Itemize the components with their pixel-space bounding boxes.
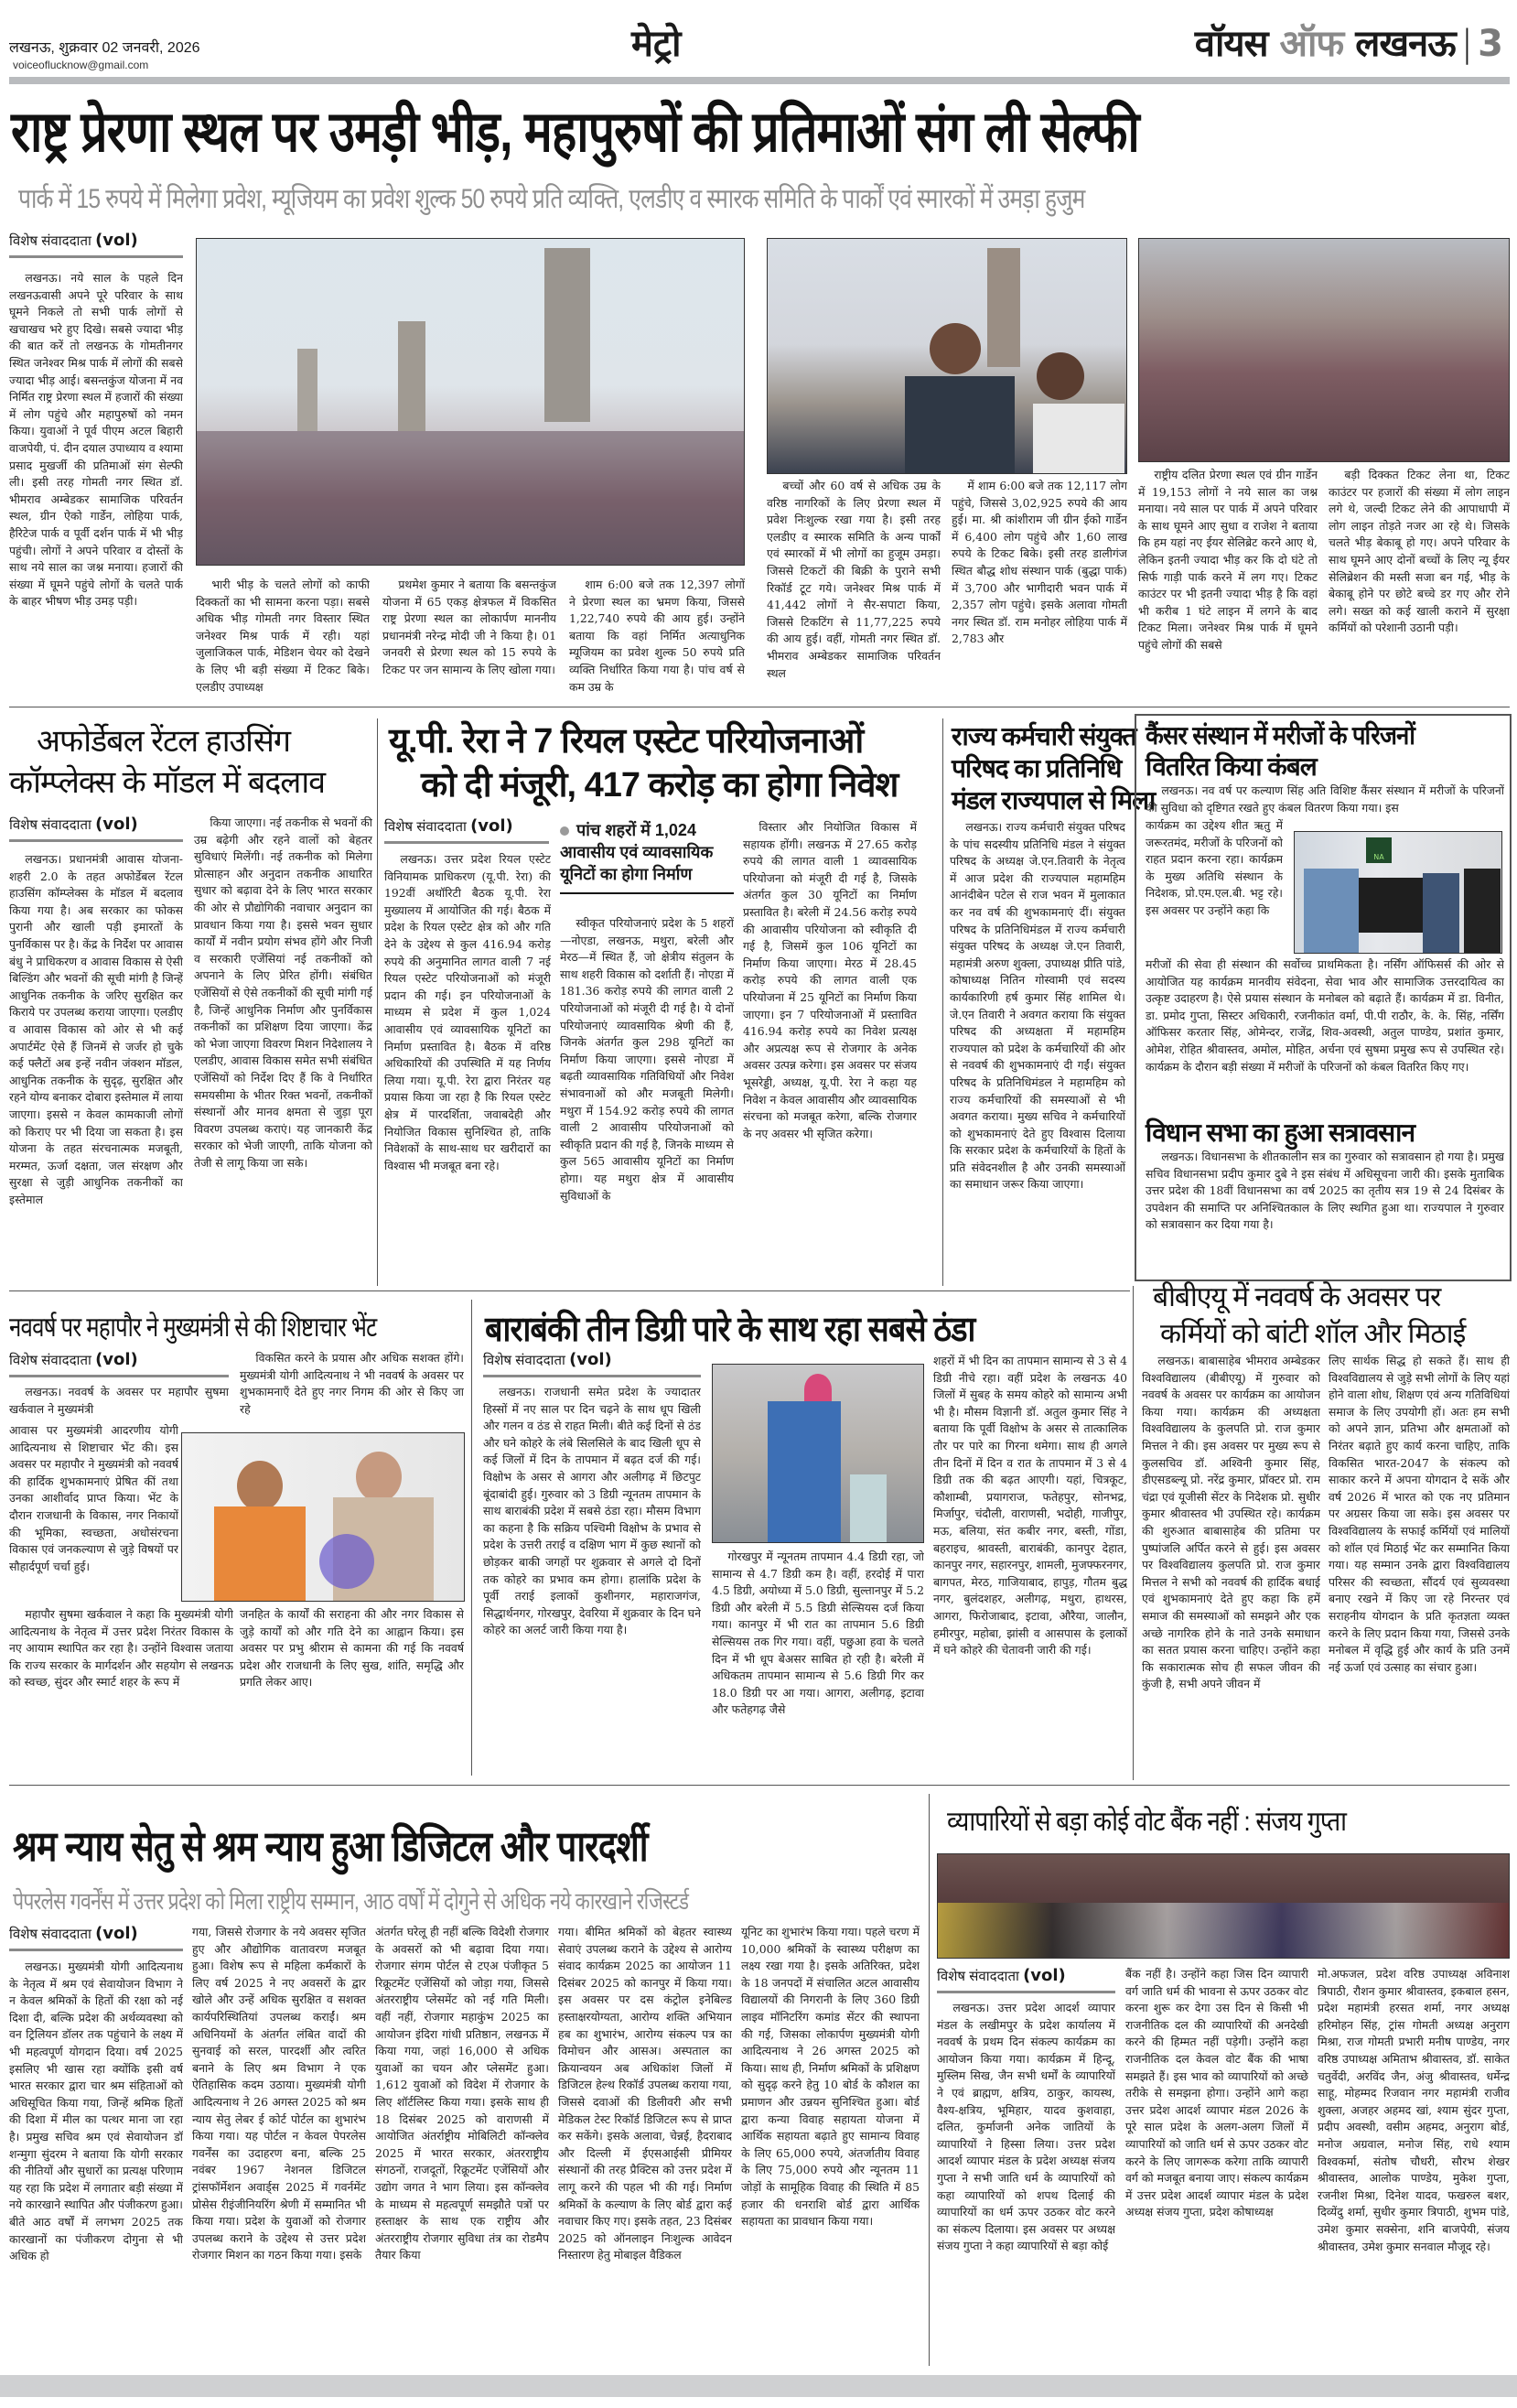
crowd-shape — [197, 431, 745, 566]
rera-highlight — [560, 819, 734, 894]
crowd-shape — [938, 1903, 1510, 1958]
paragraph: बच्चों और 60 वर्ष से अधिक उम्र के वरिष्ठ नागरिकों के लिए प्रेरणा स्थल में प्रवेश निःशुल्क रखा गया है। इसी तरह एलडीए व स्मारक समिति के अन्य पार्कों एवं स्मारकों में भी लोगों का हुजूम उमड़ा। जिससे टिकटों की बिक्री के पुराने सभी रिकॉर्ड टूट गये। जनेश्वर मिश्र पार्क में 41,442 लोगों ने सैर-सपाटा किया, जिससे टिकटिंग से 11,77,225 रुपये की आय हुई। वहीं, गोमती नगर स्थित डॉ. भीमराव अम्बेडकर सामाजिक परिवर्तन स्थल — [767, 479, 941, 680]
rera-column-1 — [384, 851, 551, 1281]
lead-column-4 — [569, 577, 745, 700]
rental-headline-line-1[interactable]: अफोर्डेबल रेंटल हाउसिंग — [37, 724, 291, 759]
rental-column-1 — [9, 851, 183, 1281]
employees-body — [950, 819, 1125, 1281]
cold-headline[interactable]: बाराबंकी तीन डिग्री पारे के साथ रहा सबसे ठंडा — [485, 1311, 975, 1349]
rental-headline-line-2[interactable]: कॉम्प्लेक्स के मॉडल में बदलाव — [9, 765, 326, 800]
mayor-column-1-side — [9, 1422, 178, 1592]
paragraph: शहरों में भी दिन का तापमान सामान्य से 3 से 4 डिग्री नीचे रहा। वहीं प्रदेश के लखनऊ 40 जिलों में सुबह के समय कोहरे को सामान्य अभी भी है। मौसम विज्ञानी डॉ. अतुल कुमार सिंह ने बताया कि पूर्वी विक्षोभ के असर से तात्कालिक तौर पर पारे का गिरना थमेगा। साथ ही अगले तीन दिनों में दिन व रात के तापमान में 3 से 4 डिग्री तक की बढ़त आएगी। यहां, चित्रकूट, कौशाम्बी, प्रयागराज, फतेहपुर, सोनभद्र, मिर्जापुर, चंदौली, वाराणसी, भदोही, गाजीपुर, मऊ, बलिया, संत कबीर नगर, बस्ती, गोंडा, बहराइच, श्रावस्ती, बाराबंकी, कानपुर देहात, कानपुर नगर, सहारनपुर, शामली, मुजफ्फरनगर, बागपत, मेरठ, गाजियाबाद, हापुड़, गौतम बुद्ध नगर, बुलंदशहर, अलीगढ़, मथुरा, हाथरस, आगरा, फिरोजाबाद, इटावा, औरैया, जालौन, हमीरपुर, महोबा, झांसी व आसपास के इलाकों में घने कोहरे की चेतावनी जारी की गई। — [933, 1354, 1127, 1658]
paragraph: प्रथमेश कुमार ने बताया कि बसन्तकुंज योजना में 65 एकड़ क्षेत्रफल में विकसित राष्ट्र प्रेरणा स्थल का लोकार्पण माननीय प्रधानमंत्री नरेन्द्र मोदी जी ने किया है। 01 जनवरी से प्रेरणा स्थल को 15 रुपये के टिकट पर जन सामान्य के लिए खोला गया। — [382, 578, 556, 676]
bbau-column-1 — [1142, 1353, 1320, 1776]
section-divider — [9, 1290, 1130, 1291]
bullet-icon — [560, 826, 569, 836]
labour-column-3 — [375, 1924, 549, 2366]
column-divider — [929, 1794, 930, 2366]
byline-tag: (vol) — [95, 1924, 138, 1943]
rental-byline — [9, 815, 183, 842]
masthead — [9, 0, 1510, 82]
paragraph: बैंक नहीं है। उन्होंने कहा जिस दिन व्यापारी वर्ग जाति धर्म की भावना से ऊपर उठकर वोट करना शुरू कर देगा उस दिन से किसी भी राजनीतिक दल की व्यापारियों की अनदेखी करने की हिम्मत नहीं पड़ेगी। उन्होंने कहा राजनीतिक दल केवल वोट बैंक की भाषा समझते हैं। इस भाव को व्यापारियों को अच्छे तरीके से समझना होगा। उन्होंने आगे कहा उत्तर प्रदेश आदर्श व्यापार मंडल 2026 के पूरे साल प्रदेश के अलग-अलग जिलों में व्यापारियों को जाति धर्म से ऊपर उठकर वोट करने के लिए जागरूक करेगा ताकि व्यापारी वर्ग को मजबूत बनाया जाए। संकल्प कार्यक्रम में उत्तर प्रदेश आदर्श व्यापार मंडल के प्रदेश अध्यक्ष संजय गुप्ता, प्रदेश कोषाध्यक्ष — [1125, 1967, 1308, 2219]
mayor-column-2-top — [240, 1350, 464, 1423]
employees-headline-line-1[interactable]: राज्य कर्मचारी संयुक्त — [952, 722, 1136, 750]
cancer-body-side — [1146, 817, 1283, 955]
byline-tag: (vol) — [95, 1350, 138, 1369]
person-body — [905, 376, 1015, 474]
photo-selfie — [767, 238, 1127, 474]
rera-column-3 — [743, 819, 917, 1281]
cancer-headline-line-2[interactable]: वितरित किया कंबल — [1146, 752, 1317, 781]
traders-headline[interactable]: व्यापारियों से बड़ा कोई वोट बैंक नहीं : संजय गुप्ता — [947, 1807, 1347, 1837]
statue-shape — [987, 248, 1020, 367]
statue-shape — [297, 349, 317, 431]
paragraph: आवास पर मुख्यमंत्री आदरणीय योगी आदित्यनाथ से शिष्टाचार भेंट की। इस अवसर पर महापौर ने मुख्यमंत्री को नववर्ष की हार्दिक शुभकामनाएं प्रेषित कीं तथा उनका आशीर्वाद प्राप्त किया। भेंट के दौरान राजधानी के विकास, नगर निकायों की भूमिका, स्वच्छता, अधोसंरचना विकास एवं जनकल्याण से जुड़े विषयों पर सौहार्दपूर्ण चर्चा हुई। — [9, 1423, 178, 1573]
photo-cold-family — [712, 1364, 924, 1543]
paragraph: लखनऊ। प्रधानमंत्री आवास योजना-शहरी 2.0 के तहत अफोर्डेबल रेंटल हाउसिंग कॉम्प्लेक्स के मॉडल में बदलाव किया गया है। अब सरकार का फोकस पुरानी और खाली पड़ी इमारतों के पुनर्विकास पर है। केंद्र के निर्देश पर आवास बंधु ने प्राधिकरण व आवास विकास से ऐसी बिल्डिंग और भवनों की सूची मांगी है जिन्हें आधुनिक तकनीक के जरिए सुरक्षित कर किराये पर उपलब्ध कराया जाएगा। एलडीए व आवास विकास को ओर से भी कई अपार्टमेंट ऐसे हैं जिनमें से जर्जर हो चुके कई फ्लैटों अब इन्हें नवीन जंक्शन मॉडल, आधुनिक तकनीक के सुदृढ़, सुरक्षित और रहने योग्य बनाकर दोबारा इस्तेमाल में लाया जाएगा। इससे न केवल कामकाजी लोगों को किराए पर भी दिया जा सकता है। इस योजना के तहत संरचनात्मक मजबूती, मरम्मत, ऊर्जा दक्षता, जल संरक्षण और सुरक्षा से जुड़ी आधुनिक तकनीकों का इस्तेमाल — [9, 852, 183, 1206]
paragraph: मरीजों की सेवा ही संस्थान की सर्वोच्च प्राथमिकता है। नर्सिंग ऑफिसर्स की ओर से आयोजित यह कार्यक्रम मानवीय संवेदना, सेवा भाव और सामाजिक उत्तरदायित्व का उत्कृष्ट उदाहरण है। ऐसे प्रयास संस्थान के मनोबल को बढ़ाते हैं। कार्यक्रम में डा. विनीत, डा. प्रमोद गुप्ता, सिस्टर अधिकारी, रजनीकांत वर्मा, पी.पी राठौर, के. के. सिंह, नर्सिंग ऑफिसर करतार सिंह, ओमेन्दर, राजेंद्र, शिव-अवस्थी, अतुल पाण्डेय, प्रशांत कुमार, ओमेश, रोहित श्रीवास्तव, अमोल, मोहित, अर्चना एवं सुषमा प्रमुख रूप से उपस्थित रहे। कार्यक्रम के दौरान बड़ी संख्या में मरीजों के परिजनों को कंबल वितरित किए गए। — [1146, 957, 1504, 1074]
paragraph: बड़ी दिक्कत टिकट लेना था, टिकट काउंटर पर हजारों की संख्या में लोग लाइन लगे थे, जल्दी टिकट लेने की आपाधापी में लोग लाइन तोड़ते नजर आ रहे थे। जिसके चलते भीड़ बेकाबू हो गए। अपने परिवार के साथ घूमने आए दोनों बच्चों के लिए न्यू ईयर सेलिब्रेशन की मस्ती सजा बन गई, भीड़ के बेकाबू होने पर छोटे बच्चे डर गए और रोने लगे। सख्त को कई खाली कराने में सुरक्षा कर्मियों को परेशानी उठानी पड़ी। — [1329, 468, 1510, 635]
section-title: मेट्रो — [631, 24, 682, 64]
na-logo-icon: NA — [1366, 837, 1392, 863]
logo-divider: | — [1460, 23, 1473, 65]
lead-headline[interactable]: राष्ट्र प्रेरणा स्थल पर उमड़ी भीड़, महापुरुषों की प्रतिमाओं संग ली सेल्फी — [11, 101, 1139, 164]
blanket-stack — [1359, 878, 1423, 933]
paragraph: किया जाएगा। नई तकनीक से भवनों की उम्र बढ़ेगी और रहने वालों को बेहतर सुविधाएं मिलेंगी। नई तकनीक को मिलेगा प्रोत्साहन और अनुदान तकनीक आधारित सुधार को बढ़ावा देने के लिए भारत सरकार की ओर से प्रौद्योगिकी नवाचार अनुदान का प्रावधान किया गया है। इससे भवन सुधार कार्यों में नवीन प्रयोग संभव होंगे और निजी व सरकारी एजेंसियां नई तकनीकों को अपनाने के लिए प्रेरित होंगी। संबंधित एजेंसियों से ऐसे तकनीकों की सूची मांगी गई है, जिन्हें आधुनिक निर्माण और पुनर्विकास तकनीकों का प्रशिक्षण दिया जाएगा। केंद्र को भेजा जाएगा विवरण मिशन निदेशालय ने एलडीए, आवास विकास समेत सभी संबंधित एजेंसियों को निर्देश दिए हैं कि वे निर्धारित समयसीमा के भीतर रिक्त भवनों, तकनीकों संस्थानों और मानव क्षमता से जुड़ा पूरा विवरण उपलब्ध कराएं। यह जानकारी केंद्र सरकार को भेजी जाएगी, ताकि योजना को तेजी से लागू किया जा सके। — [194, 815, 372, 1170]
cold-column-2 — [712, 1549, 924, 1776]
bbau-headline-line-1[interactable]: बीबीएयू में नववर्ष के अवसर पर — [1153, 1282, 1441, 1312]
column-divider — [942, 718, 943, 1286]
photo-selfie-illustration — [768, 239, 1127, 474]
traders-byline — [937, 1966, 1115, 1993]
byline-text: विशेष संवाददाता — [9, 817, 91, 833]
column-divider — [1133, 1286, 1134, 1780]
rera-headline-line-2[interactable]: को दी मंजूरी, 417 करोड़ का होगा निवेश — [421, 766, 898, 804]
paragraph: लखनऊ। मुख्यमंत्री योगी आदित्यनाथ के नेतृत्व में श्रम एवं सेवायोजन विभाग ने न केवल श्रमिकों के हितों की रक्षा को नई दिशा दी, बल्कि प्रदेश की अर्थव्यवस्था को वन ट्रिलियन डॉलर तक पहुंचाने के लक्ष्य में भी महत्वपूर्ण योगदान दिया। वर्ष 2025 इसलिए भी खास रहा क्योंकि इसी वर्ष भारत सरकार द्वारा चार श्रम संहिताओं को अधिसूचित किया गया, जिन्हें श्रमिक हितों की दिशा में मील का पत्थर माना जा रहा है। प्रमुख सचिव श्रम एवं सेवायोजन डॉ शन्मुगा सुंदरम ने बताया कि योगी सरकार की नीतियों और सुधारों का प्रत्यक्ष परिणाम यह रहा कि प्रदेश में लगातार बड़ी संख्या में नये कारखाने स्थापित और पंजीकरण हुआ। बीते आठ वर्षों में लगभग 2025 तक कारखानों का पंजीकरण दोगुना से भी अधिक हो — [9, 1960, 183, 2263]
paragraph: कार्यक्रम का उद्देश्य शीत ऋतु में जरूरतमंद, मरीजों के परिजनों को राहत प्रदान करना रहा। कार्यक्रम के मुख्य अतिथि संस्थान के निदेशक, प्रो.एम.एल.बी. भट्ट रहे। इस अवसर पर उन्होंने कहा कि — [1146, 818, 1283, 917]
statue-shape — [544, 248, 590, 422]
labour-column-2 — [192, 1924, 366, 2366]
paragraph: विकसित करने के प्रयास और अधिक सशक्त होंगे। मुख्यमंत्री योगी आदित्यनाथ ने भी नववर्ष के अवसर पर शुभकामनाएँ देते हुए नगर निगम की ओर से किए जा रहे — [240, 1351, 464, 1416]
contact-email[interactable]: voiceoflucknow@gmail.com — [13, 59, 149, 71]
child-shape — [850, 1474, 887, 1543]
byline-text: विशेष संवाददाता — [9, 1353, 91, 1368]
paragraph: गोरखपुर में न्यूनतम तापमान 4.4 डिग्री रहा, जो सामान्य से 4.7 डिग्री कम है। वहीं, हरदोई में पारा 4.5 डिग्री, अयोध्या में 5.0 डिग्री, सुल्तानपुर में 5.2 डिग्री और बरेली में 5.5 डिग्री सेल्सियस दर्ज किया गया। कानपुर में भी रात का तापमान 5.6 डिग्री सेल्सियस तक गिर गया। वहीं, पछुआ हवा के चलते दिन में भी धूप बेअसर साबित हो रही है। बरेली में अधिकतम तापमान सामान्य से 5.6 डिग्री गिर कर 18.0 डिग्री पर आ गया। आगरा, अलीगढ़, इटावा और फतेहगढ़ जैसे — [712, 1550, 924, 1717]
paragraph: में शाम 6:00 बजे तक 12,117 लोग पहुंचे, जिससे 3,02,925 रुपये की आय हुई। मा. श्री कांशीराम जी ग्रीन ईको गार्डेन में 6,400 लोग पहुंचे और 1,60 लाख रुपये के टिकट बिके। इसी तरह डालीगंज स्थित बौद्ध शोध संस्थान पार्क (बुद्धा पार्क) में 3,700 और भागीदारी भवन पार्क में 2,357 लोग पहुंचे। इसके अलावा गोमती नगर स्थित डॉ. राम मनोहर लोहिया पार्क में 2,783 और — [952, 479, 1127, 646]
rera-column-2 — [560, 915, 734, 1281]
paragraph: शाम 6:00 बजे तक 12,397 लोगों ने प्रेरणा स्थल का भ्रमण किया, जिससे 1,22,740 रुपये की आय हुई। उन्होंने बताया कि वहां निर्मित अत्याधुनिक म्यूजियम का प्रवेश शुल्क 50 रुपये प्रति व्यक्ति निर्धारित किया गया है। पांच वर्ष से कम उम्र के — [569, 578, 745, 694]
mayor-byline — [9, 1350, 229, 1377]
logo-part-3: लखनऊ — [1355, 23, 1456, 65]
mayor-column-1-bottom — [9, 1606, 233, 1771]
bbau-column-2 — [1329, 1353, 1510, 1776]
paragraph: राष्ट्रीय दलित प्रेरणा स्थल एवं ग्रीन गार्डेन में 19,153 लोगों ने नये साल का जश्न मनाया। नये साल पर पार्क में अपने परिवार के साथ घूमने आए सुधा व राजेश ने बताया कि हम यहां नए ईयर सेलिब्रेट करने आए थे, लेकिन इतनी ज्यादा भीड़ कर कि दो घंटे तो सिर्फ गाड़ी पार्क करने में लग गए। टिकट काउंटर पर भी इतनी ज्यादा भीड़ है कि वहां भी करीब 1 घंटे लाइन में लगने के बाद टिकट मिला। जनेश्वर मिश्र पार्क में घूमने पहुंचे लोगों की सबसे — [1138, 468, 1318, 652]
byline-text: विशेष संवाददाता — [9, 1927, 91, 1942]
rental-column-2 — [194, 815, 372, 1281]
lead-column-2 — [196, 577, 370, 700]
employees-headline-line-2[interactable]: परिषद का प्रतिनिधि — [952, 754, 1122, 783]
bouquet-shape — [319, 1534, 374, 1589]
paragraph: लिए सार्थक सिद्ध हो सकते हैं। साथ ही विश्वविद्यालय से जुड़े सभी लोगों के लिए यहां होने वाला शोध, शिक्षण एवं अन्य गतिविधियां समाज के लिए उपयोगी हों। अतः हम सभी को अपने ज्ञान, प्रतिभा और क्षमताओं को निरंतर बढ़ाते हुए कार्य करना चाहिए, ताकि विकसित भारत-2047 के संकल्प को साकार करने में अपना योगदान दे सकें और वर्ष 2026 में भारत को एक नए प्रतिमान पर अग्रसर किया जा सके। इस अवसर पर विश्वविद्यालय के सफाई कर्मियों एवं मालियों को शॉल एवं मिठाई भेंट कर सम्मानित किया गया। यह सम्मान उनके द्वारा विश्वविद्यालय परिसर की स्वच्छता, सौंदर्य एवं सुव्यवस्था बनाए रखने में किए जा रहे निरन्तर एवं सराहनीय योगदान के प्रति कृतज्ञता व्यक्त करने के लिए प्रदान किया गया, जिससे उनके मनोबल में वृद्धि हुई और कार्य के प्रति उनमें नई ऊर्जा एवं उत्साह का संचार हुआ। — [1329, 1354, 1510, 1674]
photo-park-crowd — [1138, 238, 1510, 462]
paragraph: यूनिट का शुभारंभ किया गया। पहले चरण में 10,000 श्रमिकों के स्वास्थ्य परीक्षण का लक्ष्य रखा गया है। इसके अतिरिक्त, प्रदेश के 18 जनपदों में संचालित अटल आवासीय विद्यालयों की निगरानी के लिए 360 डिग्री लाइव मॉनिटरिंग कमांड सेंटर की स्थापना की गई, जिसका लोकार्पण मुख्यमंत्री योगी आदित्यनाथ ने 26 अगस्त 2025 को किया। साथ ही, निर्माण श्रमिकों के प्रशिक्षण को सुदृढ़ करने हेतु 10 बोर्ड के कौशल का प्रमाणन और उन्नयन सुनिश्चित हुआ। बोर्ड द्वारा कन्या विवाह सहायता योजना में आर्थिक सहायता बढ़ाते हुए सामान्य विवाह के लिए 65,000 रुपये, अंतर्जातीय विवाह के लिए 75,000 रुपये और न्यूनतम 11 जोड़ों के सामूहिक विवाह की स्थिति में 85 हजार की धनराशि बोर्ड द्वारा आर्थिक सहायता का प्रावधान किया गया। — [741, 1925, 920, 2229]
masthead-rule — [9, 77, 1510, 84]
cold-byline — [483, 1350, 701, 1377]
paragraph: गया। बीमित श्रमिकों को बेहतर स्वास्थ्य सेवाएं उपलब्ध कराने के उद्देश्य से आरोग्य संवाद कार्यक्रम 2025 का आयोजन 11 दिसंबर 2025 को कानपुर में किया गया। इस अवसर पर दस कंट्रोल इनेबिल्ड हस्ताक्षरयोग्यता, आरोग्य शक्ति अभियान हब का शुभारंभ, आरोग्य संकल्प पत्र का विमोचन और आसअ। अस्पताल का क्रियान्वयन अब अधिकांश जिलों में डिजिटल हेल्थ रिकॉर्ड उपलब्ध कराया गया, जिससे दवाओं की डिलीवरी और सभी मेडिकल टेस्ट रिकॉर्ड डिजिटल रूप से प्राप्त कर सकेंगे। इसके अलावा, चेन्नई, हैदराबाद और दिल्ली में ईएसआईसी प्रीमियर संस्थानों की तरह प्रैक्टिस को उत्तर प्रदेश में लागू करने की पहल भी की गई। निर्माण श्रमिकों के कल्याण के लिए बोर्ड द्वारा कई नवाचार किए गए। इसके तहत, 23 दिसंबर 2025 को ऑनलाइन निःशुल्क आवेदन निस्तारण हेतु मोबाइल वैडिकल — [558, 1925, 732, 2262]
labour-column-1 — [9, 1959, 183, 2366]
lead-column-8 — [1329, 467, 1510, 697]
rera-byline — [384, 816, 549, 844]
labour-headline[interactable]: श्रम न्याय सेतु से श्रम न्याय हुआ डिजिटल और पारदर्शी — [13, 1822, 648, 1870]
labour-column-4 — [558, 1924, 732, 2366]
paragraph: लखनऊ। नव वर्ष पर कल्याण सिंह अति विशिष्ट कैंसर संस्थान में मरीजों के परिजनों की सुविधा को दृष्टिगत रखते हुए कंबल वितरण किया गया। इस — [1146, 783, 1504, 815]
lead-column-5 — [767, 478, 941, 697]
lead-column-6 — [952, 478, 1127, 697]
byline-tag: (vol) — [470, 816, 513, 836]
assembly-body — [1146, 1149, 1504, 1277]
cold-column-1 — [483, 1384, 701, 1776]
logo-part-1: वॉयस — [1194, 23, 1268, 65]
mayor-column-1-top — [9, 1384, 229, 1420]
lead-byline — [9, 231, 183, 258]
backpack-shape — [768, 1401, 841, 1543]
cancer-body-bottom — [1146, 956, 1504, 1098]
photo-traders-pledge — [937, 1853, 1510, 1959]
byline-tag: (vol) — [569, 1350, 612, 1369]
lead-column-3 — [382, 577, 556, 700]
mayor-headline[interactable]: नववर्ष पर महापौर ने मुख्यमंत्री से की शिष्टाचार भेंट — [9, 1312, 377, 1343]
cancer-headline-line-1[interactable]: कैंसर संस्थान में मरीजों के परिजनों — [1146, 721, 1415, 750]
rera-headline-line-1[interactable]: यू.पी. रेरा ने 7 रियल एस्टेट परियोजनाओं — [389, 722, 864, 761]
cold-column-3 — [933, 1353, 1127, 1776]
labour-column-5 — [741, 1924, 920, 2366]
paragraph: विस्तार और नियोजित विकास में सहायक होंगी। लखनऊ में 27.65 करोड़ रुपये की लागत वाली 1 व्यावसायिक परियोजना को मंजूरी दी गई है, जिसके अंतर्गत कुल 30 यूनिटों का निर्माण प्रस्तावित है। बरेली में 24.56 करोड़ रुपये की आवासीय परियोजना को स्वीकृति दी गई है, जिसमें कुल 106 यूनिटों का निर्माण किया जाएगा। मेरठ में 28.45 करोड़ रुपये की लागत वाली एक परियोजना में 25 यूनिटों का निर्माण किया जाएगा। इन 7 परियोजनाओं में प्रस्तावित 416.94 करोड़ रुपये का निवेश प्रत्यक्ष और अप्रत्यक्ष रूप से रोजगार के अनेक अवसर उत्पन्न करेगा। इस अवसर पर संजय भूसरेड्डी, अध्यक्ष, यू.पी. रेरा ने कहा यह निवेश न केवल आवासीय और व्यावसायिक संरचना को मजबूत करेगा, बल्कि रोजगार के नए अवसर भी सृजित करेगा। — [743, 820, 917, 1140]
byline-text: विशेष संवाददाता — [483, 1353, 565, 1368]
byline-text: विशेष संवाददाता — [9, 233, 91, 249]
assembly-headline[interactable]: विधान सभा का हुआ सत्रावसान — [1146, 1118, 1415, 1147]
bbau-headline-line-2[interactable]: कर्मियों को बांटी शॉल और मिठाई — [1160, 1319, 1466, 1349]
employees-headline-line-3[interactable]: मंडल राज्यपाल से मिला — [952, 786, 1156, 815]
traders-column-3 — [1318, 1966, 1510, 2366]
person-shape — [1304, 869, 1359, 954]
statue-shape — [398, 321, 425, 431]
logo-part-2: ऑफ — [1279, 23, 1344, 65]
person-head — [237, 1461, 283, 1511]
byline-text: विशेष संवाददाता — [384, 819, 467, 835]
lead-column-7 — [1138, 467, 1318, 697]
traders-column-2 — [1125, 1966, 1308, 2366]
person-shape — [1423, 873, 1459, 954]
paragraph: लखनऊ। बाबासाहेब भीमराव अम्बेडकर विश्वविद्यालय (बीबीएयू) में गुरुवार को नववर्ष के अवसर पर कार्यक्रम का आयोजन किया गया। कार्यक्रम की अध्यक्षता विश्वविद्यालय के कुलपति प्रो. राज कुमार मित्तल ने की। इस अवसर पर मुख्य रूप से कुलसचिव डॉ. अश्विनी कुमार सिंह, डीएसडब्ल्यू प्रो. नरेंद्र कुमार, प्रॉक्टर प्रो. राम चंद्रा एवं यूजीसी सेंटर के निदेशक प्रो. सुधीर कुमार श्रीवास्तव भी उपस्थित रहे। कार्यक्रम की शुरुआत बाबासाहेब की प्रतिमा पर पुष्पांजलि अर्पित करने से हुई। इस अवसर पर विश्वविद्यालय कुलपति प्रो. राज कुमार मित्तल ने सभी को नववर्ष की हार्दिक बधाई एवं शुभकामनाएं देते हुए कहा कि हमें समाज की समस्याओं को समझने और एक अच्छे नागरिक होने के नाते उनके समाधान का सतत प्रयास करना चाहिए। उन्होंने कहा कि सकारात्मक सोच ही सफल जीवन की कुंजी है, सभी अपने जीवन में — [1142, 1354, 1320, 1691]
traders-column-1 — [937, 2000, 1115, 2366]
paragraph: लखनऊ। उत्तर प्रदेश आदर्श व्यापार मंडल के लखीमपुर के प्रदेश कार्यालय में नववर्ष के प्रथम दिन संकल्प कार्यक्रम का आयोजन किया गया। कार्यक्रम में हिन्दू, मुस्लिम सिख, जैन सभी धर्मों के व्यापारियों ने एवं ब्राह्मण, क्षत्रिय, ठाकुर, कायस्थ, वैश्य-क्षत्रिय, भूमिहार, यादव कुशवाहा, दलित, कुर्माजनी अनेक जातियों के व्यापारियों ने हिस्सा लिया। उत्तर प्रदेश आदर्श व्यापार मंडल के प्रदेश अध्यक्ष संजय गुप्ता ने सभी जाति धर्म के व्यापारियों को कहा व्यापारियों को शपथ दिलाई की व्यापारियों का धर्म ऊपर उठकर वोट करने का संकल्प दिलाया। इस अवसर पर अध्यक्ष संजय गुप्ता ने कहा व्यापारियों से बड़ा कोई — [937, 2001, 1115, 2253]
person-body — [214, 1506, 306, 1602]
person-head — [930, 323, 981, 374]
paragraph: भारी भीड़ के चलते लोगों को काफी दिक्कतों का भी सामना करना पड़ा। सबसे अधिक भीड़ गोमती नगर विस्तार स्थित जनेश्वर मिश्र पार्क में रही। यहां जुलाजिकल पार्क, मेडिशन चेयर को देखने के लिए भी बड़ी संख्या में टिकट बिके। एलडीए उपाध्यक्ष — [196, 578, 370, 694]
lead-column-1 — [9, 270, 183, 696]
section-divider — [9, 1785, 1510, 1786]
person-head — [356, 1452, 402, 1502]
paragraph: गया, जिससे रोजगार के नये अवसर सृजित हुए और औद्योगिक वातावरण मजबूत हुआ। विशेष रूप से महिला कर्मकारों के लिए वर्ष 2025 ने नए अवसरों के द्वार खोले और उन्हें अधिक सुरक्षित व सशक्त कार्यपरिस्थितियां उपलब्ध कराईं। श्रम अधिनियमों के अंतर्गत लंबित वादों की सुनवाई को सरल, पारदर्शी और त्वरित बनाने के लिए श्रम विभाग ने एक ऐतिहासिक कदम उठाया। मुख्यमंत्री योगी आदित्यनाथ ने 26 अगस्त 2025 को श्रम न्याय सेतु लेबर ई कोर्ट पोर्टल का शुभारंभ किया गया। यह पोर्टल न केवल पेपरलेस गवर्नेंस का उदाहरण बना, बल्कि 25 नवंबर 1967 नेशनल डिजिटल ट्रांसफॉर्मेशन अवार्ड्स 2025 में गवर्नमेंट प्रोसेस रीइंजीनियरिंग श्रेणी में सम्मानित भी किया गया। प्रदेश के युवाओं को रोजगार उपलब्ध कराने के उद्देश्य से उत्तर प्रदेश रोजगार मिशन का गठन किया गया। इसके — [192, 1925, 366, 2262]
paragraph: लखनऊ। राज्य कर्मचारी संयुक्त परिषद के पांच सदस्यीय प्रतिनिधि मंडल ने संयुक्त परिषद के अध्यक्ष जे.एन.तिवारी के नेतृत्व में आज प्रदेश की राज्यपाल महामहिम आनंदीबेन पटेल से राज भवन में मुलाकात कर नव वर्ष की शुभकामनाएं दीं। संयुक्त परिषद के प्रतिनिधिमंडल में राज्य कर्मचारी संयुक्त परिषद के अध्यक्ष जे.एन तिवारी, महामंत्री अरुण शुक्ला, उपाध्यक्ष प्रीति पांडे, कोषाध्यक्ष नितिन गोस्वामी एवं सदस्य कार्यकारिणी हर्ष कुमार सिंह शामिल थे। जे.एन तिवारी ने अवगत कराया कि संयुक्त परिषद की अध्यक्षता में महामहिम राज्यपाल को प्रदेश के कर्मचारियों की ओर से नववर्ष की शुभकामनाएं दी गईं। संयुक्त परिषद के प्रतिनिधिमंडल ने महामहिम को राज्य कर्मचारियों की समस्याओं से भी अवगत कराया। मुख्य सचिव ने कर्मचारियों को शुभकामनाएं देते हुए विश्वास दिलाया कि सरकार प्रदेश के कर्मचारियों के हितों के प्रति संवेदनशील है और उनकी समस्याओं का समाधान जरूर किया जाएगा। — [950, 820, 1125, 1192]
paragraph: लखनऊ। नये साल के पहले दिन लखनऊवासी अपने पूरे परिवार के साथ घूमने निकले तो सभी पार्क लोगों से खचाखच भरे हुए दिखे। सबसे ज्यादा भीड़ की बात करें तो लखनऊ के गोमतीनगर स्थित जनेश्वर मिश्र पार्क में लोगों की सबसे ज्यादा भीड़ आई। बसन्तकुंज योजना में नव निर्मित राष्ट्र प्रेरणा स्थल में हजारों की संख्या में लोग पहुंचे और महापुरुषों को नमन किया। युवाओं ने पूर्व पीएम अटल बिहारी वाजपेयी, पं. दीन दयाल उपाध्याय व श्यामा प्रसाद मुखर्जी की प्रतिमाओं संग सेल्फी ली। इसी तरह गोमती नगर स्थित डॉ. भीमराव अम्बेडकर सामाजिक परिवर्तन स्थल, ग्रीन ऐको गार्डेन, लोहिया पार्क, हैरिटेज पार्क व पूर्वी दर्शन पार्क में भी भीड़ पहुंची। लोगों ने अपने परिवार व दोस्तों के साथ नये साल का जश्न मनाया। हजारों की संख्या में घूमने पहुंचे लोगों के चलते पार्क के बाहर भीषण भीड़ उमड़ पड़ी। — [9, 271, 183, 609]
person-shape — [1464, 869, 1501, 954]
paragraph: लखनऊ। विधानसभा के शीतकालीन सत्र का गुरुवार को सत्रावसान हो गया है। प्रमुख सचिव विधानसभा प्रदीप कुमार दुबे ने इस संबंध में अधिसूचना जारी की। इसके मुताबिक उत्तर प्रदेश की 18वीं विधानसभा का वर्ष 2025 का तृतीय सत्र 19 से 24 दिसंबर के उपवेशन की समाप्ति पर अनिश्चितकाल के लिए स्थगित हुआ था। राज्यपाल ने गुरुवार को सत्रावसान कर दिया गया है। — [1146, 1150, 1504, 1232]
paragraph: अंतर्गत घरेलू ही नहीं बल्कि विदेशी रोजगार के अवसरों को भी बढ़ावा दिया गया। रोजगार संगम पोर्टल से टएअ पंजीकृत 5 रिक्रूटमेंट एजेंसियों को जोड़ा गया, जिससे अंतरराष्ट्रीय प्लेसमेंट को नई गति मिली। वहीं नहीं, रोजगार महाकुंभ 2025 का आयोजन इंदिरा गांधी प्रतिष्ठान, लखनऊ में किया गया, जहां 16,000 से अधिक युवाओं का चयन और प्लेसमेंट हुआ। 1,612 युवाओं को विदेश में रोजगार के लिए शॉर्टलिस्ट किया गया। इसके साथ ही 18 दिसंबर 2025 को वाराणसी में आयोजित अंतर्राष्ट्रीय मोबिलिटी कॉन्क्लेव 2025 में भारत सरकार, अंतरराष्ट्रीय संगठनों, राजदूतों, रिक्रूटमेंट एजेंसियों और उद्योग जगत ने भाग लिया। इस कॉन्क्लेव के माध्यम से महत्वपूर्ण समझौते पत्रों पर हस्ताक्षर के साथ एक राष्ट्रीय और अंतरराष्ट्रीय रोजगार सुविधा तंत्र का रोडमैप तैयार किया — [375, 1925, 549, 2262]
byline-text: विशेष संवाददाता — [937, 1969, 1019, 1984]
byline-tag: (vol) — [95, 815, 138, 834]
highlight-text: पांच शहरों में 1,024 आवासीय एवं व्यावसायिक यूनिटों का होगा निर्माण — [560, 821, 714, 883]
paragraph: महापौर सुषमा खर्कवाल ने कहा कि मुख्यमंत्री योगी आदित्यनाथ के नेतृत्व में उत्तर प्रदेश निरंतर विकास के नए आयाम स्थापित कर रहा है। उन्होंने विश्वास जताया कि राज्य सरकार के मार्गदर्शन और सहयोग से लखनऊ को स्वच्छ, सुंदर और स्मार्ट शहर के रूप में — [9, 1607, 233, 1690]
paragraph: मो.अफजल, प्रदेश वरिष्ठ उपाध्यक्ष अविनाश त्रिपाठी, रौशन कुमार श्रीवास्तव, इकबाल हसन, प्रदेश महामंत्री हरसत शर्मा, नगर अध्यक्ष हरिमोहन सिंह, ट्रांस गोमती अध्यक्ष अनुराग मिश्रा, राज गोमती प्रभारी मनीष पाण्डेय, नगर वरिष्ठ उपाध्यक्ष अमिताभ श्रीवास्तव, डॉ. साकेत चतुर्वेदी, अरविंद जैन, अंजु श्रीवास्तव, धर्मेन्द्र साहू, मोहम्मद रिजवान नगर महामंत्री राजीव शुक्ला, अजहर अहमद खां, श्याम सुंदर गुप्ता, प्रदीप अवस्थी, वसीम अहमद, अनुराग बोर्ड, मनोज अग्रवाल, मनोज सिंह, राधे श्याम विश्वकर्मा, संतोष चौधरी, सौरभ शेखर श्रीवास्तव, आलोक पाण्डेय, मुकेश गुप्ता, रजनीश मिश्रा, दिनेश यादव, फखरुल बशर, दिव्येंदु शर्मा, सुधीर कुमार त्रिपाठी, शुभम पांडे, उमेश कुमार सक्सेना, शनि बाजपेयी, संजय श्रीवास्तव, उमेश कुमार सनवाल मौजूद रहे। — [1318, 1967, 1510, 2253]
mayor-column-2-bottom — [240, 1606, 464, 1771]
cancer-body-top — [1146, 783, 1504, 817]
photo-crowd-statues-illustration — [197, 239, 745, 566]
lead-subhead: पार्क में 15 रुपये में मिलेगा प्रवेश, म्यूजियम का प्रवेश शुल्क 50 रुपये प्रति व्यक्ति, एलडीए व स्मारक समिति के पार्कों एवं स्मारकों में उमड़ा हुजुम — [18, 184, 1085, 214]
paragraph: लखनऊ। नववर्ष के अवसर पर महापौर सुषमा खर्कवाल ने मुख्यमंत्री — [9, 1385, 229, 1416]
footer-bar — [0, 2375, 1517, 2397]
column-divider — [377, 718, 378, 1286]
labour-subhead: पेपरलेस गवर्नेंस में उत्तर प्रदेश को मिला राष्ट्रीय सम्मान, आठ वर्षों में दोगुने से अधिक नये कारखाने रजिस्टर्ड — [13, 1887, 689, 1915]
newspaper-logo — [1195, 16, 1502, 67]
paragraph: लखनऊ। राजधानी समेत प्रदेश के ज्यादातर हिस्सों में नए साल पर दिन चढ़ने के साथ धूप खिली और गलन व ठंड से राहत मिली। बीते कई दिनों से ठंड और घने कोहरे के लंबे सिलसिले के बाद खिली धूप से कई जिलों में दिन के तापमान में बढ़त दर्ज की गई। विक्षोभ के असर से आगरा और अलीगढ़ में छिटपुट बूंदाबांदी हुई। गुरुवार को 3 डिग्री न्यूनतम तापमान के साथ बाराबंकी प्रदेश में सबसे ठंडा रहा। मौसम विभाग का कहना है कि सक्रिय पश्चिमी विक्षोभ के प्रभाव से प्रदेश के उत्तरी तराई व दक्षिण भाग में कुछ स्थानों को छोड़कर बाकी जगहों पर शुक्रवार से अगले दो दिनों तक कोहरे का प्रभाव कम होगा। हालांकि प्रदेश के पूर्वी तराई इलाकों कुशीनगर, महाराजगंज, सिद्धार्थनगर, गोरखपुर, देवरिया में शुक्रवार के दिन घने कोहरे का अलर्ट जारी किया गया है। — [483, 1385, 701, 1637]
labour-byline — [9, 1924, 183, 1951]
column-divider — [471, 1300, 472, 1776]
paragraph: लखनऊ। उत्तर प्रदेश रियल एस्टेट विनियामक प्राधिकरण (यू.पी. रेरा) की 192वीं अथॉरिटी बैठक यू.पी. रेरा मुख्यालय में आयोजित की गई। बैठक में प्रदेश के रियल एस्टेट क्षेत्र को और गति देने के उद्देश्य से कुल 416.94 करोड़ रुपये की अनुमानित लागत वाली 7 नई रियल एस्टेट परियोजनाओं को मंजूरी प्रदान की गई। इन परियोजनाओं के माध्यम से प्रदेश में कुल 1,024 आवासीय एवं व्यावसायिक यूनिटों का निर्माण प्रस्तावित है। बैठक में वरिष्ठ अधिकारियों की उपस्थिति में यह निर्णय लिया गया। यू.पी. रेरा द्वारा निरंतर यह प्रयास किया जा रहा है कि रियल एस्टेट क्षेत्र में पारदर्शिता, जवाबदेही और नियोजित विकास सुनिश्चित हो, ताकि निवेशकों के साथ-साथ घर खरीदारों का विश्वास भी मजबूत बना रहे। — [384, 852, 551, 1172]
photo-blanket-distribution — [1294, 831, 1502, 954]
photo-mayor-cm — [181, 1432, 465, 1602]
page-number: 3 — [1478, 23, 1502, 65]
byline-tag: (vol) — [1023, 1966, 1066, 1985]
paragraph: स्वीकृत परियोजनाएं प्रदेश के 5 शहरों—नोएडा, लखनऊ, मथुरा, बरेली और मेरठ—में स्थित हैं, जो क्षेत्रीय संतुलन के साथ शहरी विकास को दर्शाती हैं। नोएडा में 181.36 करोड़ रुपये की लागत वाली 2 परियोजनाओं को मंजूरी दी गई है। ये दोनों परियोजनाएं व्यावसायिक श्रेणी की हैं, जिनके अंतर्गत कुल 298 यूनिटों का निर्माण किया जाएगा। इससे नोएडा में बढ़ती व्यावसायिक गतिविधियों और निवेश संभावनाओं को और मजबूती मिलेगी। मथुरा में 154.92 करोड़ रुपये की लागत वाली 2 आवासीय परियोजनाओं को स्वीकृति प्रदान की गई है, जिनके माध्यम से कुल 565 आवासीय यूनिटों का निर्माण होगा। यह मथुरा क्षेत्र में आवासीय सुविधाओं के — [560, 916, 734, 1203]
byline-tag: (vol) — [95, 231, 138, 250]
person-body — [1033, 404, 1124, 474]
person-head — [1037, 352, 1084, 400]
photo-crowd-statues — [196, 238, 745, 566]
paragraph: जनहित के कार्यों की सराहना की और नगर विकास से जुड़े कार्यों को और गति देने का आह्वान किया। इस अवसर पर प्रभु श्रीराम से कामना की गई कि नववर्ष प्रदेश और राजधानी के लिए सुख, शांति, समृद्धि और प्रगति लेकर आए। — [240, 1607, 464, 1690]
pink-cap-shape — [804, 1374, 832, 1405]
edition-date: लखनऊ, शुक्रवार 02 जनवरी, 2026 — [9, 40, 200, 56]
